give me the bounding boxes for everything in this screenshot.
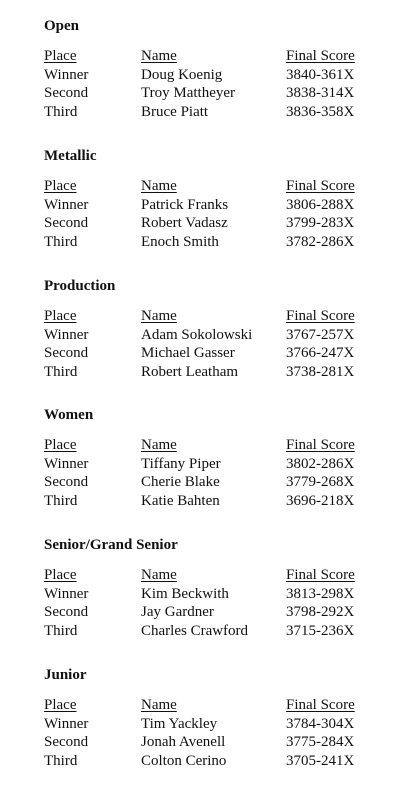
column-header-name: Name — [141, 567, 177, 583]
result-row — [0, 233, 403, 252]
score-cell: 3836-358X — [286, 103, 355, 120]
name-cell: Robert Vadasz — [141, 215, 228, 231]
place-cell: Second — [44, 345, 89, 361]
score-cell: 3705-241X — [286, 752, 355, 769]
column-header-row — [0, 307, 403, 326]
result-row — [0, 196, 403, 215]
place-cell: Second — [44, 215, 89, 231]
score-cell: 3696-218X — [286, 492, 355, 509]
column-header-score: Final Score — [286, 697, 355, 713]
place-cell: Second — [44, 734, 89, 750]
result-row — [0, 585, 403, 604]
place-cell: Third — [44, 622, 78, 639]
name-cell: Doug Koenig — [141, 66, 223, 83]
name-cell: Jay Gardner — [141, 604, 214, 620]
place-cell: Third — [44, 103, 78, 120]
name-cell: Charles Crawford — [141, 622, 249, 639]
result-row — [0, 326, 403, 345]
column-header-name: Name — [141, 178, 177, 194]
place-cell: Winner — [44, 715, 89, 732]
name-cell: Tim Yackley — [141, 715, 218, 732]
result-row — [0, 66, 403, 85]
score-cell: 3767-257X — [286, 326, 355, 343]
place-cell: Winner — [44, 455, 89, 472]
score-cell: 3840-361X — [286, 66, 355, 83]
place-cell: Second — [44, 85, 89, 101]
name-cell: Enoch Smith — [141, 233, 219, 250]
place-cell: Third — [44, 752, 78, 769]
result-row — [0, 103, 403, 122]
name-cell: Tiffany Piper — [141, 455, 221, 472]
result-row — [0, 455, 403, 474]
column-header-place: Place — [44, 308, 77, 324]
column-header-name: Name — [141, 697, 177, 713]
result-row — [0, 603, 403, 622]
name-cell: Kim Beckwith — [141, 585, 229, 602]
section-title: Junior — [44, 667, 87, 683]
result-row — [0, 492, 403, 511]
result-row — [0, 715, 403, 734]
place-cell: Second — [44, 474, 89, 490]
score-cell: 3766-247X — [286, 345, 355, 361]
score-cell: 3715-236X — [286, 622, 355, 639]
name-cell: Troy Mattheyer — [141, 85, 236, 101]
place-cell: Second — [44, 604, 89, 620]
score-cell: 3784-304X — [286, 715, 355, 732]
column-header-row — [0, 436, 403, 455]
name-cell: Bruce Piatt — [141, 103, 209, 120]
column-header-score: Final Score — [286, 308, 355, 324]
column-header-place: Place — [44, 48, 77, 64]
column-header-name: Name — [141, 48, 177, 64]
section-title: Production — [44, 278, 116, 294]
score-cell: 3738-281X — [286, 363, 355, 380]
name-cell: Colton Cerino — [141, 752, 227, 769]
section-title: Women — [44, 407, 94, 423]
column-header-place: Place — [44, 697, 77, 713]
score-cell: 3838-314X — [286, 85, 355, 101]
section-title: Open — [44, 18, 80, 34]
place-cell: Winner — [44, 326, 89, 343]
score-cell: 3802-286X — [286, 455, 355, 472]
column-header-score: Final Score — [286, 178, 355, 194]
name-cell: Patrick Franks — [141, 196, 229, 213]
result-row — [0, 344, 403, 363]
score-cell: 3775-284X — [286, 734, 355, 750]
result-row — [0, 733, 403, 752]
column-header-place: Place — [44, 437, 77, 453]
column-header-score: Final Score — [286, 48, 355, 64]
result-row — [0, 84, 403, 103]
column-header-place: Place — [44, 178, 77, 194]
score-cell: 3806-288X — [286, 196, 355, 213]
score-cell: 3779-268X — [286, 474, 355, 490]
section-title: Metallic — [44, 148, 97, 164]
name-cell: Cherie Blake — [141, 474, 220, 490]
place-cell: Winner — [44, 585, 89, 602]
score-cell: 3813-298X — [286, 585, 355, 602]
score-cell: 3798-292X — [286, 604, 355, 620]
name-cell: Katie Bahten — [141, 492, 220, 509]
place-cell: Third — [44, 492, 78, 509]
column-header-row — [0, 47, 403, 66]
result-row — [0, 363, 403, 382]
result-row — [0, 752, 403, 771]
name-cell: Robert Leatham — [141, 363, 239, 380]
result-row — [0, 214, 403, 233]
score-cell: 3782-286X — [286, 233, 355, 250]
column-header-row — [0, 696, 403, 715]
result-row — [0, 622, 403, 641]
name-cell: Adam Sokolowski — [141, 326, 253, 343]
column-header-name: Name — [141, 308, 177, 324]
place-cell: Third — [44, 233, 78, 250]
column-header-place: Place — [44, 567, 77, 583]
name-cell: Jonah Avenell — [141, 734, 226, 750]
column-header-score: Final Score — [286, 567, 355, 583]
place-cell: Winner — [44, 66, 89, 83]
result-row — [0, 473, 403, 492]
score-cell: 3799-283X — [286, 215, 355, 231]
name-cell: Michael Gasser — [141, 345, 235, 361]
place-cell: Third — [44, 363, 78, 380]
column-header-name: Name — [141, 437, 177, 453]
place-cell: Winner — [44, 196, 89, 213]
column-header-row — [0, 177, 403, 196]
column-header-row — [0, 566, 403, 585]
column-header-score: Final Score — [286, 437, 355, 453]
section-title: Senior/Grand Senior — [44, 537, 178, 553]
